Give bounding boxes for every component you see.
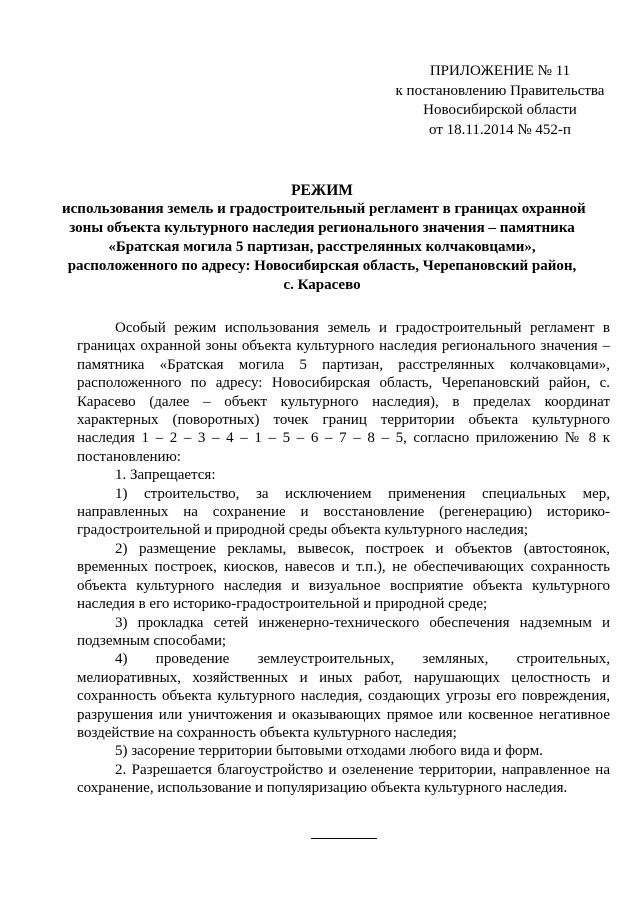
section-prohibited: 1. Запрещается:	[115, 467, 216, 484]
prohibited-item-2: 2) размещение рекламы, вывесок, построек и объектов (автостоянок, временных построек, киосков, навесов и т.п.), не обеспечивающих сохранность объекта культурного наследия и визуальное восприятие объекта культурного наследия в его историко-градостроительной и природной среде;	[77, 540, 610, 613]
title-line-3: «Братская могила 5 партизан, расстрелянных колчаковцами»,	[108, 239, 536, 255]
prohibited-item-5: 5) засорение территории бытовыми отходами любого вида и форм.	[115, 743, 543, 760]
intro-paragraph: Особый режим использования земель и градостроительный регламент в границах охранной зоны объекта культурного наследия регионального значения – памятника «Братская могила 5 партизан, расстрелянных колчаковцами», расположенного по адресу: Новосибирская область, Черепановский район, с. Карасево (далее – объект культурного наследия), в пределах координат характерных (поворотных) точек границ территории объекта культурного наследия 1 – 2 – 3 – 4 – 1 – 5 – 6 – 7 – 8 – 5, согласно приложению № 8 к постановлению:	[77, 320, 610, 465]
title-line-1: использования земель и градостроительный регламент в границах охранной	[62, 201, 586, 217]
appendix-date-number: от 18.11.2014 № 452-п	[429, 121, 571, 138]
appendix-header	[380, 62, 620, 140]
prohibited-item-1: 1) строительство, за исключением применения специальных мер, направленных на сохранение и восстановление (регенерацию) историко-градостроительной и природной среды объекта культурного наследия;	[77, 485, 610, 539]
appendix-resolution-ref: к постановлению Правительства	[395, 82, 605, 99]
document-body	[77, 319, 610, 798]
section-permitted: 2. Разрешается благоустройство и озеленение территории, направленное на сохранение, использование и популяризацию объекта культурного наследия.	[77, 761, 610, 797]
prohibited-item-4: 4) проведение землеустроительных, земляных, строительных, мелиоративных, хозяйственных и иных работ, нарушающих целостность и сохранность объекта культурного наследия, создающих угрозы его повреждения, разрушения или уничтожения и оказывающих прямое или косвенное негативное воздействие на сохранность объекта культурного наследия;	[77, 651, 610, 741]
appendix-region: Новосибирской области	[423, 102, 577, 118]
title-line-2: зоны объекта культурного наследия регионального значения – памятника	[69, 220, 575, 236]
document-title	[62, 181, 586, 295]
end-divider	[311, 838, 377, 839]
title-heading: РЕЖИМ	[291, 182, 353, 199]
title-line-5: с. Карасево	[283, 277, 361, 293]
title-line-4: расположенного по адресу: Новосибирская область, Черепановский район,	[67, 258, 577, 274]
appendix-number: ПРИЛОЖЕНИЕ № 11	[429, 63, 571, 79]
prohibited-item-3: 3) прокладка сетей инженерно-технического обеспечения надземным и подземным способами;	[77, 614, 610, 649]
